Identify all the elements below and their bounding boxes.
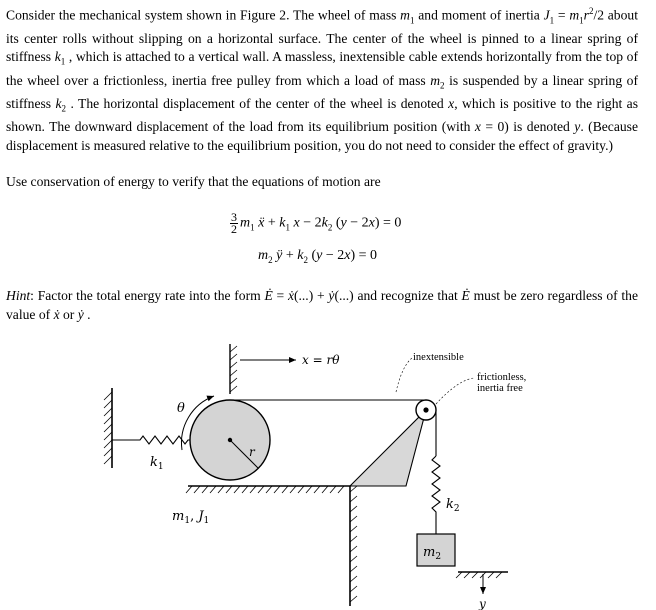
displacement-reference: [230, 344, 237, 394]
instruction-text: Use conservation of energy to verify that the equations of motion are: [6, 174, 381, 189]
support-post: [350, 486, 357, 606]
spring-k2: [432, 456, 440, 534]
equation-of-motion-1: $\frac{3}{2}$ $m_1$ ẍ + $k_1$ $x - 2k_2$ (y − 2x) = 0: [231, 210, 402, 236]
problem-statement: Consider the mechanical system shown in Figure 2. The wheel of mass $m_1$ and moment of inertia $J_1 = m_1r^2/2$ about its center rolls without slipping on a horizontal surface. The center of the wheel is pinned to a linear spring of stiffness $k_1$ , which is attached to a vertical wall. A massless, inextensible cable extends horizontally from the top of the wheel over a frictionless, inertia free pulley from which a load of mass $m_2$ is suspended by a linear spring of stiffness $k_2$ . The horizontal displacement of the center of the wheel is denoted x, which is positive to the right as shown. The downward displacement of the load from its equilibrium position (with x = 0) is denoted y. (Because displacement is measured relative to the equilibrium position, you do not need to consider the effect of gravity.): [6, 6, 639, 153]
y-reference: [456, 572, 508, 578]
ground-surface: [186, 486, 350, 493]
mass-m2-label: $m_2$: [423, 545, 442, 562]
wheel-center-pin: [228, 438, 232, 442]
pulley-callout: [436, 378, 474, 404]
wheel-radius-label: r: [249, 445, 255, 459]
inextensible-callout: [396, 358, 412, 392]
pulley-label-1: frictionless,: [477, 372, 527, 383]
spring-k1-label: $k_1$: [150, 455, 164, 472]
inextensible-label: inextensible: [413, 352, 464, 363]
x-displacement-label: x = rθ: [302, 353, 340, 367]
wheel-mass-label: $m_1$, $J_1$: [172, 509, 210, 526]
pulley-bracket: [350, 410, 426, 486]
pulley-axle: [423, 407, 428, 412]
theta-label: θ: [177, 401, 185, 416]
pulley-label-2: inertia free: [477, 383, 523, 394]
y-displacement-label: y: [479, 597, 486, 610]
mechanical-system-figure: [0, 340, 656, 610]
spring-k2-label: $k_2$: [446, 497, 460, 514]
equation-of-motion-2: $m_2$ ÿ + $k_2$ (y − 2x) = 0: [258, 248, 378, 265]
left-wall: [104, 388, 112, 468]
hint-text: Hint: Factor the total energy rate into the form Ė = ẋ(...) + ẏ(...) and recognize that Ė must be zero regardless of the value of ẋ or ẏ .: [6, 288, 639, 322]
